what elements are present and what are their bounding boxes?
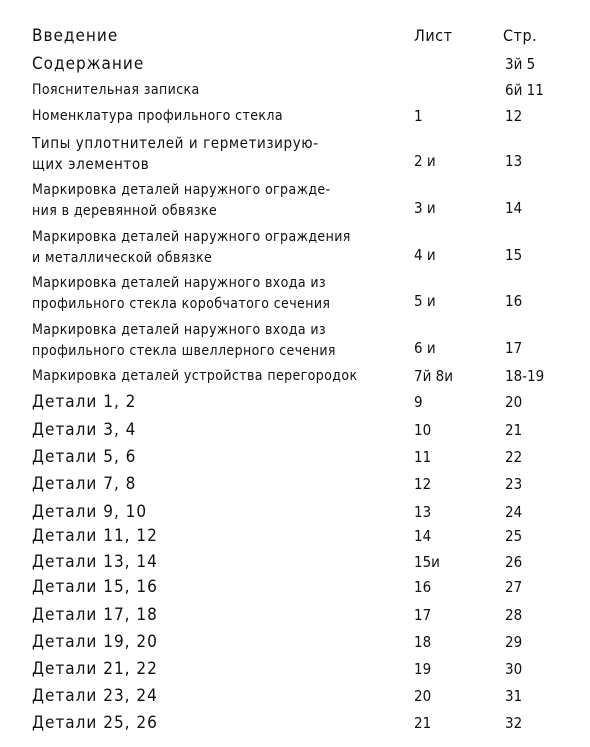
entry-title: Маркировка деталей устройства перегородок <box>32 368 358 384</box>
entry-title: Детали 15, 16 <box>32 577 158 597</box>
entry-title: Маркировка деталей наружного входа из профильного стекла коробчатого сечения <box>32 275 331 312</box>
entry-sheet: 19 <box>414 660 432 678</box>
entry-title: Детали 21, 22 <box>32 659 158 679</box>
entry-title: Детали 1, 2 <box>32 392 137 412</box>
entry-title: Детали 17, 18 <box>32 605 158 625</box>
entry-title: Маркировка деталей наружного огражде- ния в деревянной обвязке <box>32 182 331 219</box>
entry-title: Маркировка деталей наружного входа из профильного стекла швеллерного сечения <box>32 322 336 359</box>
entry-page: 21 <box>505 421 523 439</box>
entry-sheet: 14 <box>414 527 432 545</box>
entry-page: 31 <box>505 687 523 705</box>
entry-title: Содержание <box>32 54 145 74</box>
entry-sheet: 17 <box>414 606 432 624</box>
entry-page: 18-19 <box>505 367 545 385</box>
entry-page: 25 <box>505 527 523 545</box>
entry-page: 22 <box>505 448 523 466</box>
entry-page: 32 <box>505 714 523 732</box>
entry-page: 24 <box>505 503 523 521</box>
entry-sheet: 1 <box>414 107 423 125</box>
entry-sheet: 21 <box>414 714 432 732</box>
entry-sheet: 5 и <box>414 292 436 310</box>
entry-page: 14 <box>505 199 523 217</box>
entry-sheet: 20 <box>414 687 432 705</box>
entry-title: Номенклатура профильного стекла <box>32 108 283 124</box>
entry-page: 27 <box>505 578 523 596</box>
entry-page: 29 <box>505 633 523 651</box>
entry-title: Пояснительная записка <box>32 82 200 98</box>
entry-title: Детали 23, 24 <box>32 686 158 706</box>
header-title: Введение <box>32 26 119 46</box>
entry-page: 6й 11 <box>505 81 544 99</box>
entry-sheet: 15и <box>414 553 440 571</box>
entry-page: 26 <box>505 553 523 571</box>
entry-title: Детали 19, 20 <box>32 632 158 652</box>
entry-sheet: 3 и <box>414 199 436 217</box>
entry-title: Маркировка деталей наружного ограждения и металлической обвязке <box>32 229 351 266</box>
entry-page: 30 <box>505 660 523 678</box>
entry-page: 17 <box>505 339 523 357</box>
entry-title: Детали 7, 8 <box>32 474 137 494</box>
entry-sheet: 6 и <box>414 339 436 357</box>
entry-title: Детали 25, 26 <box>32 713 158 733</box>
entry-sheet: 7й 8и <box>414 367 453 385</box>
entry-title: Детали 3, 4 <box>32 420 137 440</box>
entry-page: 28 <box>505 606 523 624</box>
header-page-label: Стр. <box>503 26 538 45</box>
entry-sheet: 12 <box>414 475 432 493</box>
entry-page: 23 <box>505 475 523 493</box>
entry-page: 13 <box>505 152 523 170</box>
entry-sheet: 4 и <box>414 246 436 264</box>
entry-title: Детали 9, 10 <box>32 502 148 522</box>
entry-title: Детали 11, 12 <box>32 526 158 546</box>
entry-sheet: 2 и <box>414 152 436 170</box>
entry-sheet: 16 <box>414 578 432 596</box>
entry-sheet: 10 <box>414 421 432 439</box>
entry-sheet: 9 <box>414 393 423 411</box>
entry-page: 3й 5 <box>505 55 536 73</box>
entry-page: 12 <box>505 107 523 125</box>
entry-page: 20 <box>505 393 523 411</box>
entry-sheet: 11 <box>414 448 432 466</box>
entry-page: 16 <box>505 292 523 310</box>
entry-sheet: 18 <box>414 633 432 651</box>
entry-sheet: 13 <box>414 503 432 521</box>
header-sheet-label: Лист <box>414 26 453 45</box>
entry-title: Типы уплотнителей и герметизирую- щих элементов <box>32 134 319 173</box>
entry-title: Детали 13, 14 <box>32 552 158 572</box>
entry-page: 15 <box>505 246 523 264</box>
entry-title: Детали 5, 6 <box>32 447 137 467</box>
